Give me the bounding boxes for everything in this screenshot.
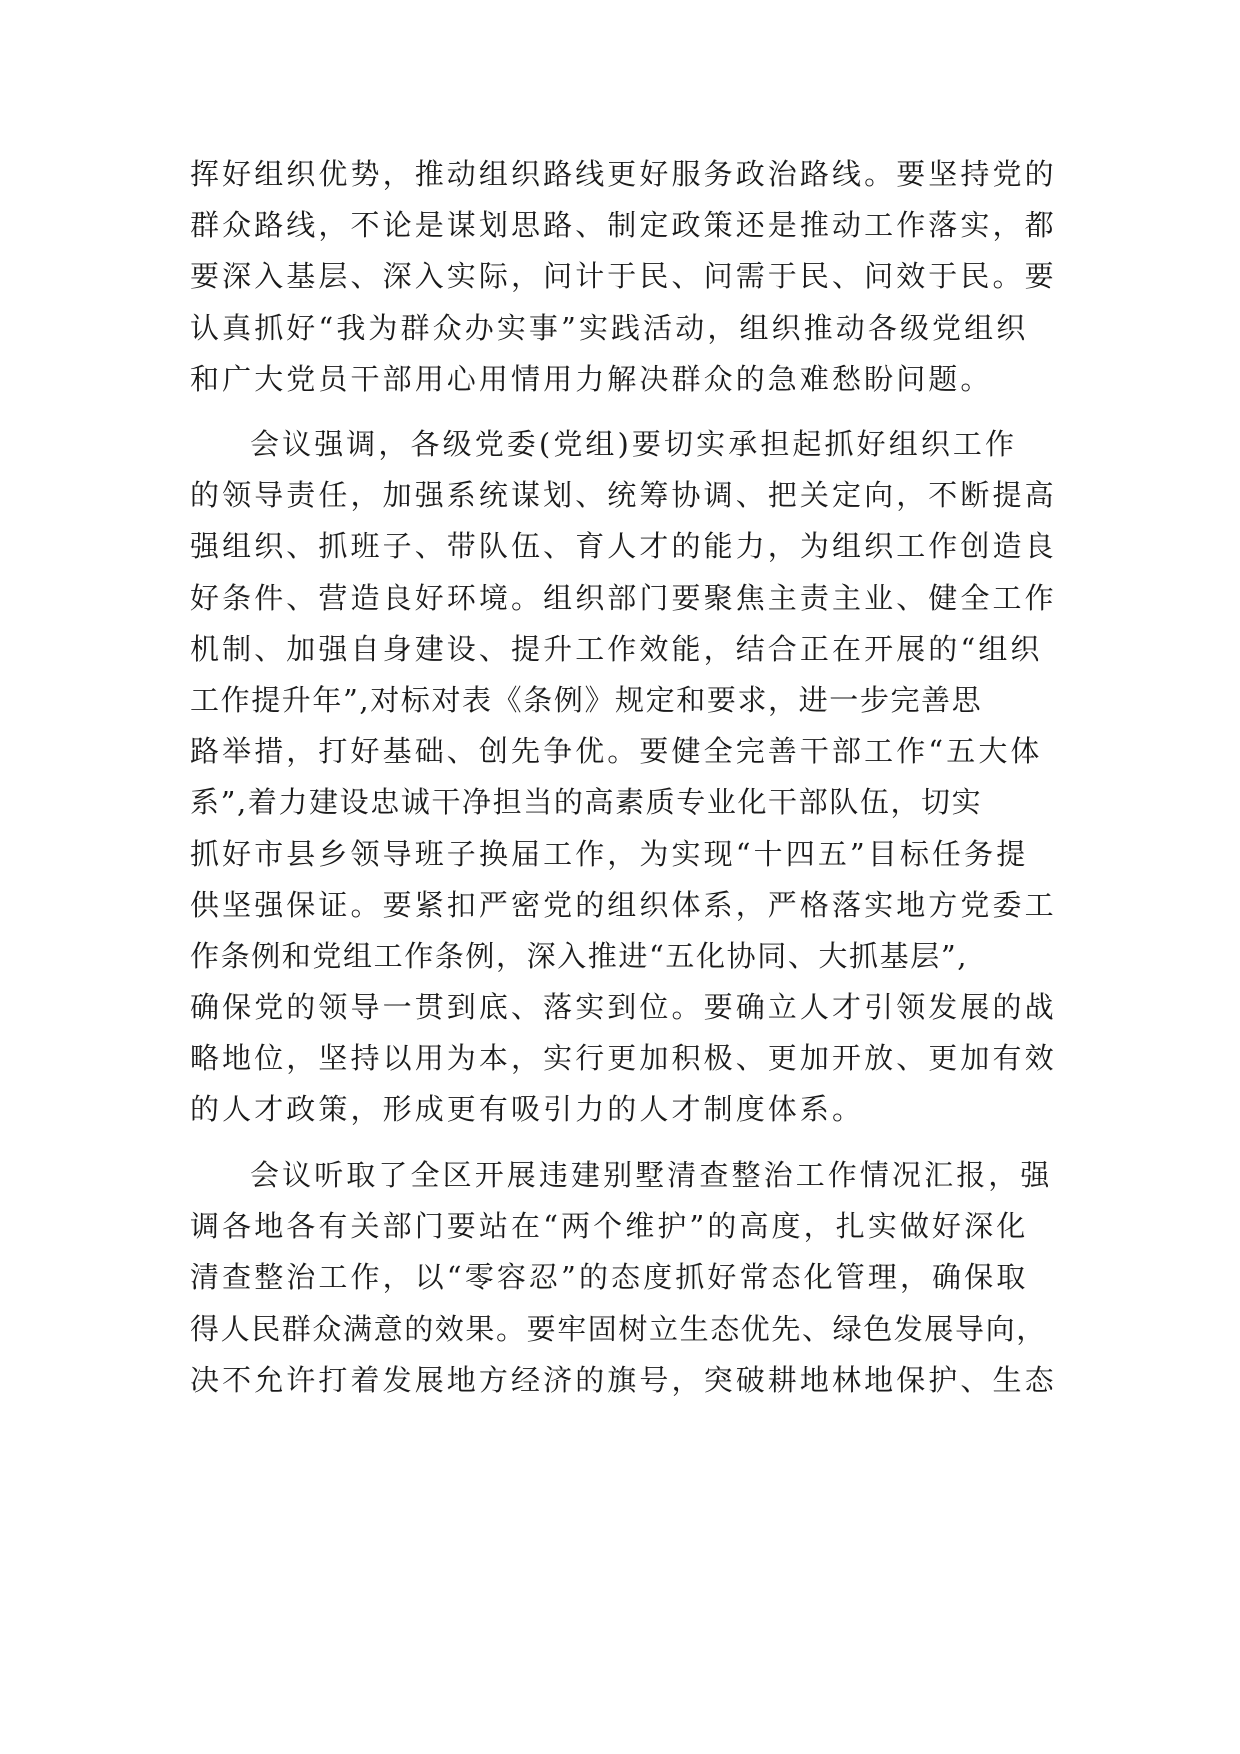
paragraph-line: 供坚强保证。要紧扣严密党的组织体系，严格落实地方党委工 [190,887,1057,922]
paragraph-line: 和广大党员干部用心用情用力解决群众的急难愁盼问题。 [190,361,993,396]
paragraph-3 [190,1150,1057,1406]
paragraph-line: 得人民群众满意的效果。要牢固树立生态优先、绿色发展导向， [190,1311,1047,1346]
paragraph-line: 好条件、营造良好环境。组织部门要聚焦主责主业、健全工作 [190,580,1057,615]
paragraph-1 [190,149,1057,405]
paragraph-line: 抓好市县乡领导班子换届工作，为实现“十四五”目标任务提 [190,836,1029,871]
paragraph-2 [190,419,1057,1136]
paragraph-line: 群众路线，不论是谋划思路、制定政策还是推动工作落实，都 [190,208,1057,243]
paragraph-line: 要深入基层、深入实际，问计于民、问需于民、问效于民。要 [190,259,1057,294]
paragraph-line: 工作提升年”,对标对表《条例》规定和要求，进一步完善思 [190,682,983,717]
paragraph-line: 决不允许打着发展地方经济的旗号，突破耕地林地保护、生态 [190,1362,1057,1397]
paragraph-line: 认真抓好“我为群众办实事”实践活动，组织推动各级党组织 [190,310,1029,345]
paragraph-first-line: 会议听取了全区开展违建别墅清查整治工作情况汇报，强 [250,1158,1053,1192]
paragraph-line: 强组织、抓班子、带队伍、育人才的能力，为组织工作创造良 [190,529,1057,564]
paragraph-line: 机制、加强自身建设、提升工作效能，结合正在开展的“组织 [190,631,1043,666]
paragraph-line: 系”,着力建设忠诚干净担当的高素质专业化干部队伍，切实 [190,785,983,820]
paragraph-line: 的领导责任，加强系统谋划、统筹协调、把关定向，不断提高 [190,478,1057,513]
paragraph-line: 调各地各有关部门要站在“两个维护”的高度，扎实做好深化 [190,1209,1029,1244]
paragraph-line: 略地位，坚持以用为本，实行更加积极、更加开放、更加有效 [190,1041,1057,1076]
paragraph-line: 路举措，打好基础、创先争优。要健全完善干部工作“五大体 [190,734,1043,769]
paragraph-line: 的人才政策，形成更有吸引力的人才制度体系。 [190,1092,865,1127]
paragraph-line: 确保党的领导一贯到底、落实到位。要确立人才引领发展的战 [190,990,1057,1025]
paragraph-line: 清查整治工作，以“零容忍”的态度抓好常态化管理，确保取 [190,1260,1029,1295]
paragraph-line: 作条例和党组工作条例，深入推进“五化协同、大抓基层”, [190,938,969,973]
paragraph-line: 挥好组织优势，推动组织路线更好服务政治路线。要坚持党的 [190,157,1057,191]
paragraph-first-line: 会议强调，各级党委(党组)要切实承担起抓好组织工作 [250,427,1018,461]
